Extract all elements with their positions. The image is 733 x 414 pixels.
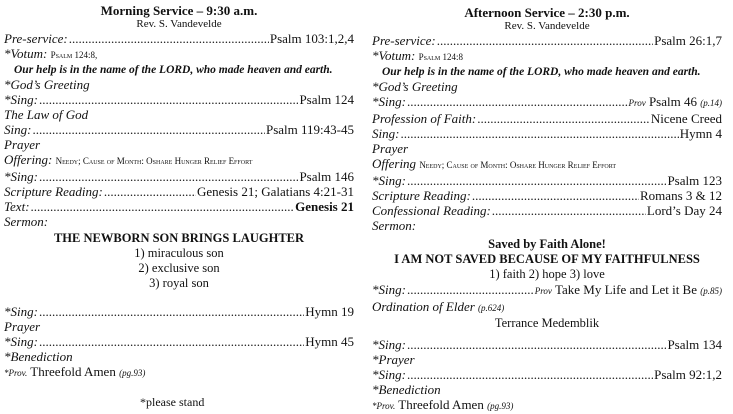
morning-service-column [4, 0, 354, 381]
sing-line: *Sing: ..... Prov Psalm 46 (p.14) [372, 94, 722, 111]
greeting-line: *God’s Greeting [4, 77, 90, 92]
sermon-label: Sermon: [4, 214, 49, 229]
benediction-line: *Benediction [4, 349, 73, 364]
preservice-line: Pre-service: ..... Psalm 103:1,2,4 [4, 31, 354, 46]
votum-line: *Votum: Psalm 124:8 [372, 48, 464, 63]
sermon-point: 1) miraculous son [134, 246, 224, 260]
sing-line: *Sing: ..... Psalm 123 [372, 173, 722, 188]
text-line: Text: ..... Genesis 21 [4, 199, 354, 214]
sing-line: Sing: ..... Psalm 119:43-45 [4, 122, 354, 137]
sermon-title: THE NEWBORN SON BRINGS LAUGHTER [53, 231, 305, 245]
sermon-points: 1) faith 2) hope 3) love [489, 267, 605, 281]
greeting-line: *God’s Greeting [372, 79, 458, 94]
please-stand-note: *please stand [140, 395, 205, 409]
confessional-line: Confessional Reading: ..... Lord’s Day 24 [372, 203, 722, 218]
offering-line: Offering: Needy; Cause of Month: Oshare Hunger Relief Effort [4, 152, 253, 167]
morning-title: Morning Service – 9:30 a.m. [100, 3, 258, 18]
prayer-line: *Prayer [372, 352, 415, 367]
benediction-line: *Benediction [372, 382, 441, 397]
sing-line: *Sing: ..... Psalm 134 [372, 337, 722, 352]
scripture-line: Scripture Reading: ..... Romans 3 & 12 [372, 188, 722, 203]
preservice-line: Pre-service: ..... Psalm 26:1,7 [372, 33, 722, 48]
sing-line: *Sing: ..... Prov Take My Life and Let it Be (p.85) [372, 282, 722, 299]
offering-line: Offering Needy; Cause of Month: Oshare Hunger Relief Effort [372, 156, 617, 171]
sing-line: *Sing: ..... Psalm 124 [4, 92, 354, 107]
votum-line: *Votum: Psalm 124:8, [4, 46, 98, 61]
sermon-point: 3) royal son [149, 276, 209, 290]
sermon-title: Saved by Faith Alone! [488, 237, 606, 251]
sermon-label: Sermon: [372, 218, 417, 233]
scripture-line: Scripture Reading: ..... Genesis 21; Galatians 4:21-31 [4, 184, 354, 199]
sing-line: Sing: ..... Hymn 4 [372, 126, 722, 141]
votum-text: Our help is in the name of the LORD, who made heaven and earth. [14, 64, 333, 76]
afternoon-service-column [372, 0, 722, 414]
votum-text: Our help is in the name of the LORD, who made heaven and earth. [382, 66, 701, 78]
afternoon-title: Afternoon Service – 2:30 p.m. [464, 5, 630, 20]
afternoon-minister: Rev. S. Vandevelde [504, 20, 590, 32]
profession-line: Profession of Faith: ..... Nicene Creed [372, 111, 722, 126]
prayer-line: Prayer [4, 319, 41, 334]
amen-line: *Prov. Threefold Amen (pg.93) [4, 364, 146, 379]
ordination-line: Ordination of Elder (p.624) [372, 299, 505, 314]
amen-line: *Prov. Threefold Amen (pg.93) [372, 397, 514, 412]
elder-name: Terrance Medemblik [494, 316, 600, 330]
sing-line: *Sing: ..... Hymn 45 [4, 334, 354, 349]
prayer-line: Prayer [4, 137, 41, 152]
sing-line: *Sing: ..... Psalm 92:1,2 [372, 367, 722, 382]
sing-line: *Sing: ..... Hymn 19 [4, 304, 354, 319]
morning-minister: Rev. S. Vandevelde [136, 18, 222, 30]
sermon-subtitle: I AM NOT SAVED BECAUSE OF MY FAITHFULNESS [394, 252, 700, 266]
law-line: The Law of God [4, 107, 89, 122]
sing-line: *Sing: ..... Psalm 146 [4, 169, 354, 184]
sermon-point: 2) exclusive son [138, 261, 220, 275]
prayer-line: Prayer [372, 141, 409, 156]
